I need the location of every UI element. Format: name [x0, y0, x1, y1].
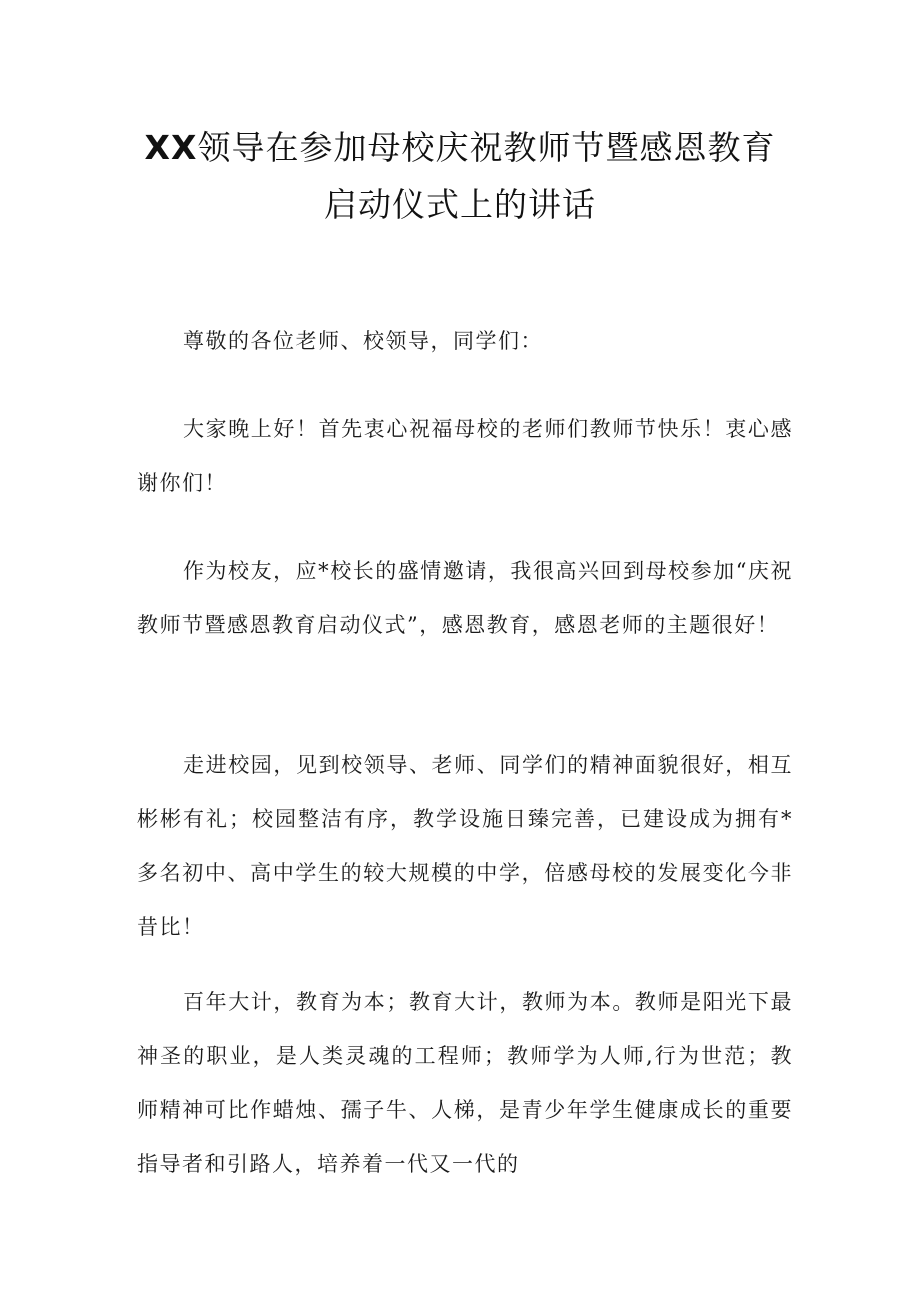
- body-paragraph-3: 走进校园，见到校领导、老师、同学们的精神面貌很好，相互彬彬有礼；校园整洁有序，教学设施日臻完善，已建设成为拥有*多名初中、高中学生的较大规模的中学，倍感母校的发展变化今非昔比！: [137, 753, 793, 939]
- greeting-paragraph: 尊敬的各位老师、校领导，同学们：: [183, 329, 543, 353]
- title-prefix: XX: [144, 128, 198, 167]
- body-paragraph-2: 作为校友，应*校长的盛情邀请，我很高兴回到母校参加“庆祝教师节暨感恩教育启动仪式”，感恩教育，感恩老师的主题很好！: [137, 559, 793, 637]
- body-paragraph-4: 百年大计，教育为本；教育大计，教师为本。教师是阳光下最神圣的职业，是人类灵魂的工程师；教师学为人师,行为世范；教师精神可比作蜡烛、孺子牛、人梯，是青少年学生健康成长的重要指导者和引路人，培养着一代又一代的: [137, 990, 793, 1176]
- document-title-line-1: [100, 119, 820, 177]
- body-paragraph-1: 大家晚上好！首先衷心祝福母校的老师们教师节快乐！衷心感谢你们！: [137, 417, 793, 495]
- document-title-line-2: 启动仪式上的讲话: [324, 185, 596, 224]
- title-line-1-text: 领导在参加母校庆祝教师节暨感恩教育: [197, 128, 776, 167]
